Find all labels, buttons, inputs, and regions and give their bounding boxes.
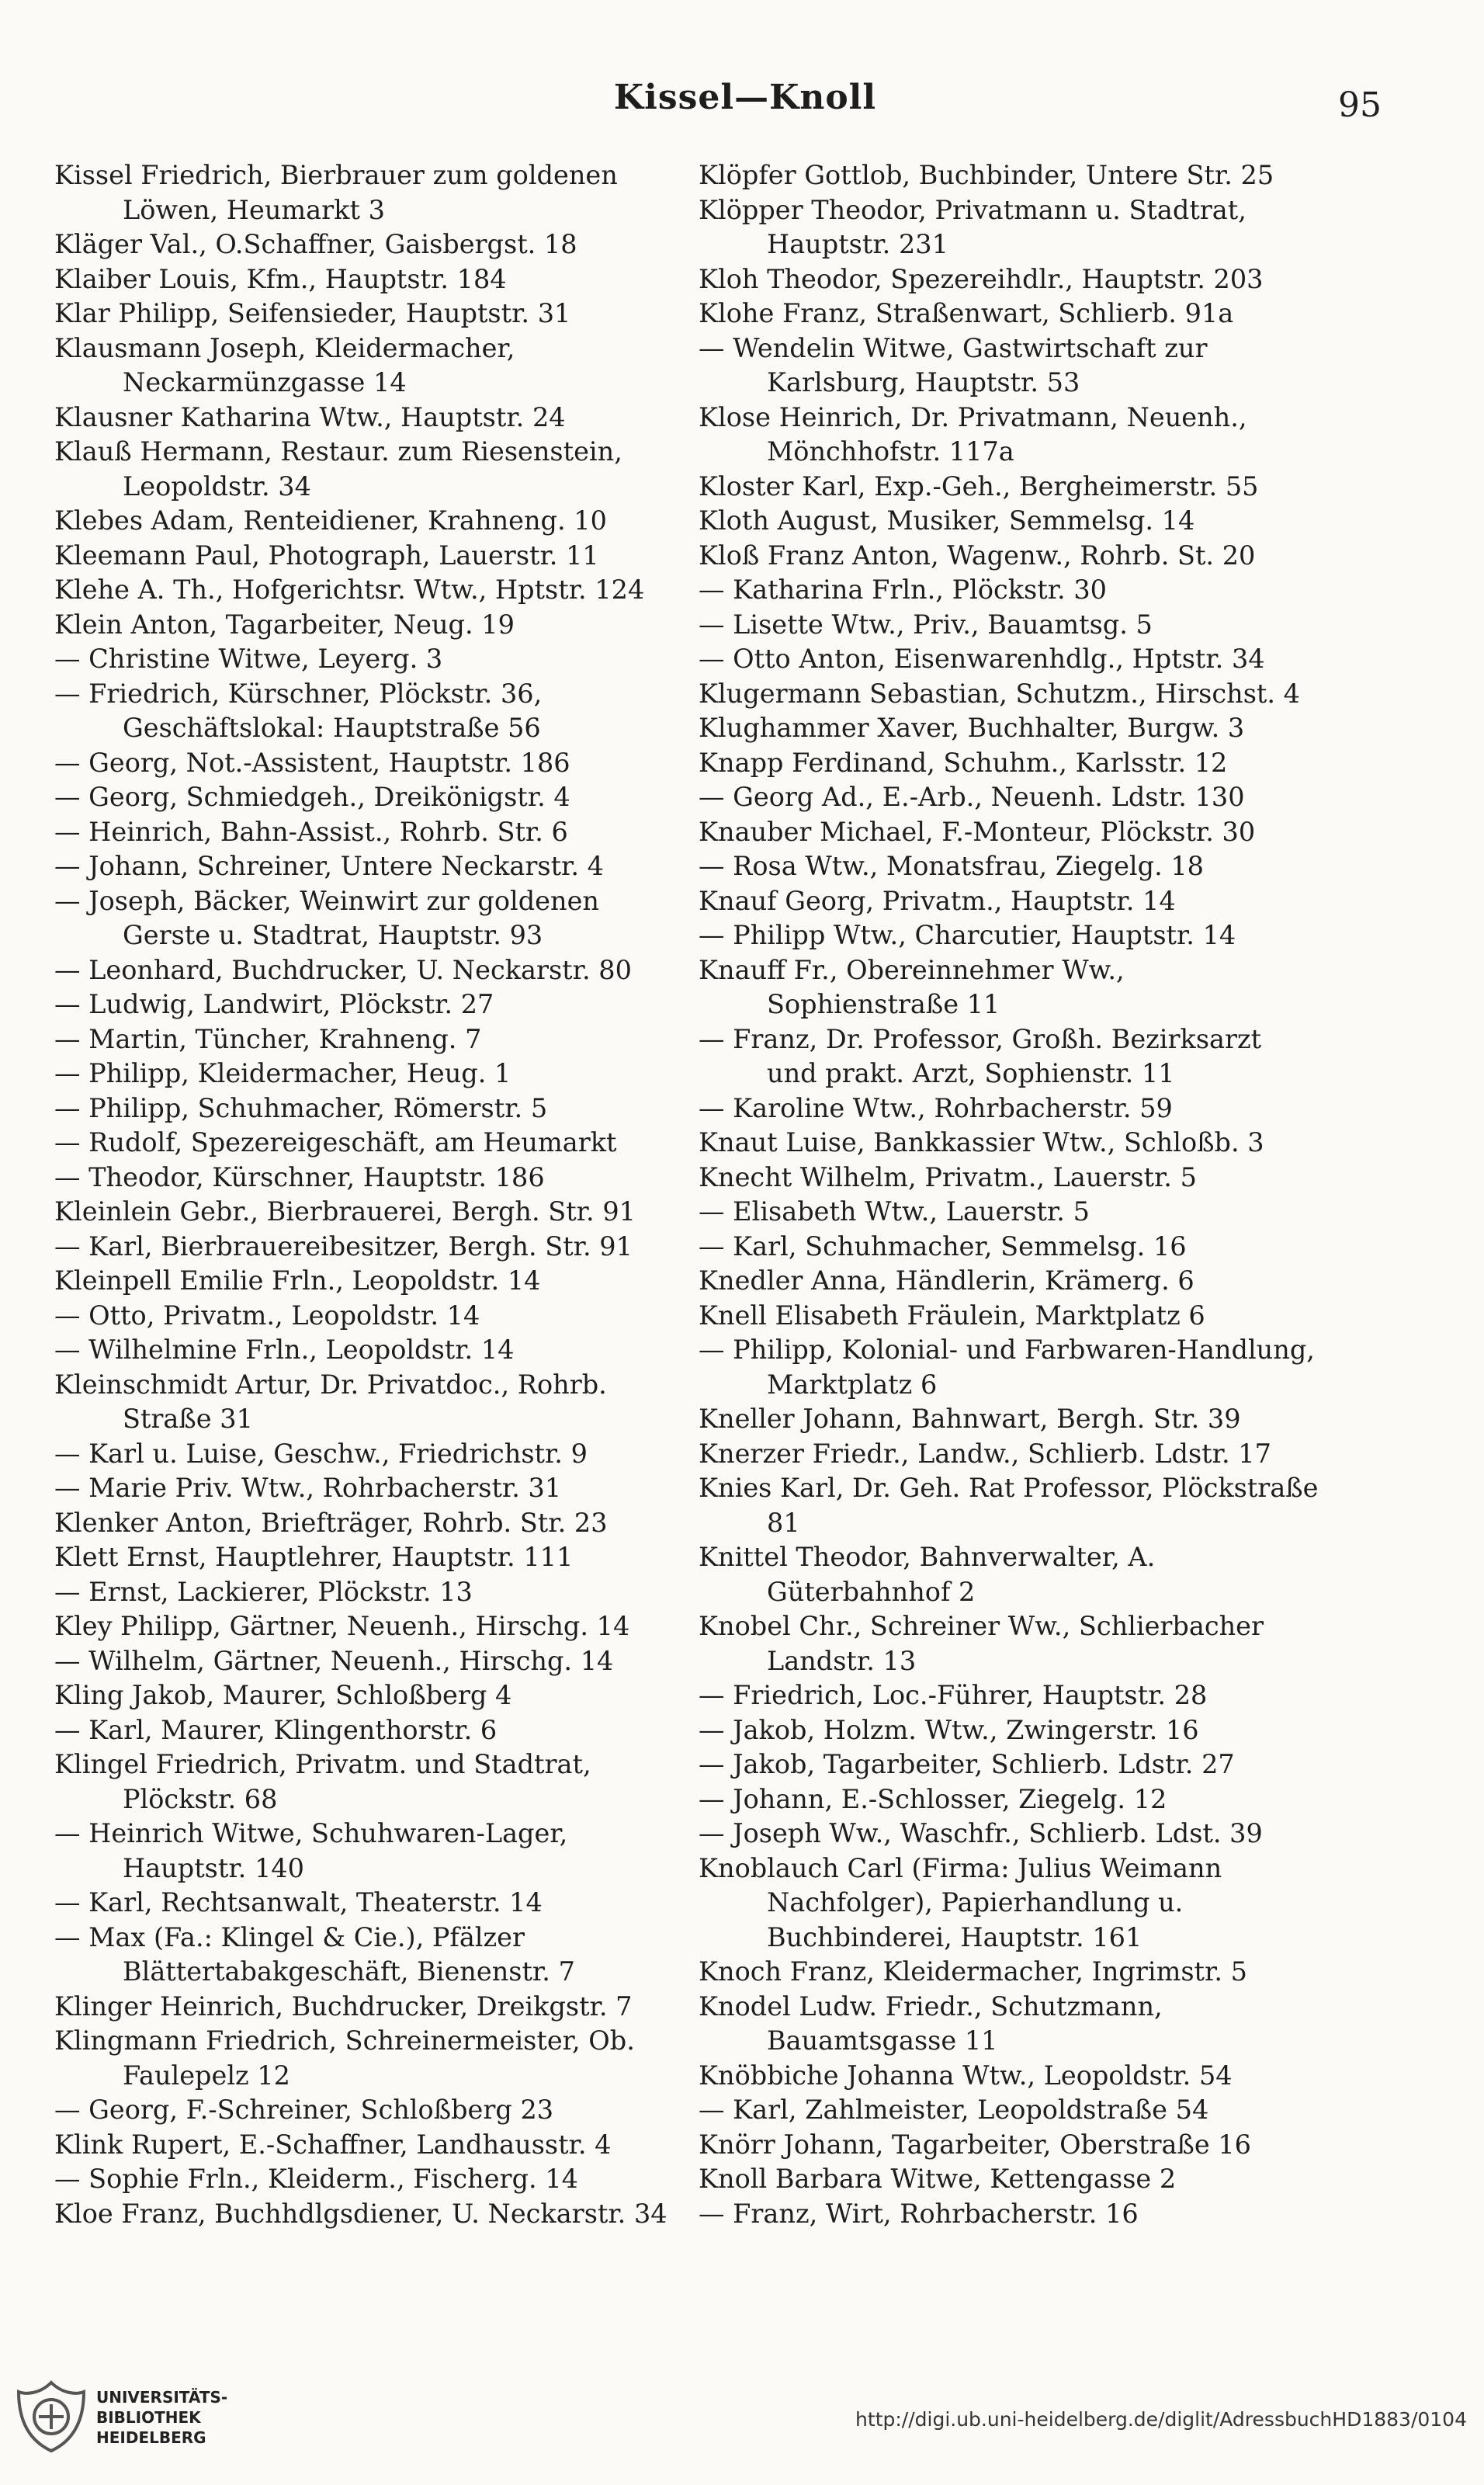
directory-entry: — Georg, F.-Schreiner, Schloßberg 23 — [54, 2095, 554, 2125]
directory-entry: — Heinrich, Bahn-Assist., Rohrb. Str. 6 — [54, 816, 568, 847]
directory-entry: Kläger Val., O.Schaffner, Gaisbergst. 18 — [54, 229, 577, 259]
directory-entry: — Katharina Frln., Plöckstr. 30 — [699, 574, 1107, 605]
directory-entry: — Rudolf, Spezereigeschäft, am Heumarkt — [54, 1127, 617, 1157]
directory-entry: Knöbbiche Johanna Wtw., Leopoldstr. 54 — [699, 2060, 1233, 2091]
directory-entry: — Karl, Rechtsanwalt, Theaterstr. 14 — [54, 1887, 543, 1918]
directory-entry: — Otto Anton, Eisenwarenhdlg., Hptstr. 34 — [699, 644, 1265, 674]
directory-entry: Kneller Johann, Bahnwart, Bergh. Str. 39 — [699, 1404, 1241, 1434]
directory-entry: — Rosa Wtw., Monatsfrau, Ziegelg. 18 — [699, 851, 1204, 881]
directory-entry: Klett Ernst, Hauptlehrer, Hauptstr. 111 — [54, 1542, 574, 1572]
directory-entry: Klausner Katharina Wtw., Hauptstr. 24 — [54, 401, 566, 432]
directory-entry: Klink Rupert, E.-Schaffner, Landhausstr. 4 — [54, 2129, 612, 2160]
directory-entry: Knell Elisabeth Fräulein, Marktplatz 6 — [699, 1300, 1205, 1331]
directory-entry: Kleinpell Emilie Frln., Leopoldstr. 14 — [54, 1265, 541, 1296]
directory-entry: — Christine Witwe, Leyerg. 3 — [54, 644, 443, 674]
directory-entry: — Philipp, Schuhmacher, Römerstr. 5 — [54, 1092, 548, 1123]
directory-entry: — Wilhelmine Frln., Leopoldstr. 14 — [54, 1334, 515, 1365]
directory-entry: — Wendelin Witwe, Gastwirtschaft zur Karlsburg, Hauptstr. 53 — [699, 332, 1208, 397]
directory-entry: Klehe A. Th., Hofgerichtsr. Wtw., Hptstr. 124 — [54, 574, 645, 605]
directory-entry: — Heinrich Witwe, Schuhwaren-Lager, Hauptstr. 140 — [54, 1818, 568, 1883]
directory-entry: Kley Philipp, Gärtner, Neuenh., Hirschg. 14 — [54, 1611, 630, 1641]
directory-entry: Klingel Friedrich, Privatm. und Stadtrat, Plöckstr. 68 — [54, 1749, 591, 1814]
directory-entry: Klar Philipp, Seifensieder, Hauptstr. 31 — [54, 298, 571, 328]
directory-entry: — Friedrich, Loc.-Führer, Hauptstr. 28 — [699, 1680, 1208, 1710]
directory-entry: Klenker Anton, Briefträger, Rohrb. Str. 23 — [54, 1507, 608, 1538]
directory-entry: — Johann, E.-Schlosser, Ziegelg. 12 — [699, 1783, 1167, 1814]
directory-entry: Knecht Wilhelm, Privatm., Lauerstr. 5 — [699, 1161, 1197, 1192]
directory-entry: Klebes Adam, Renteidiener, Krahneng. 10 — [54, 505, 607, 536]
directory-entry: — Elisabeth Wtw., Lauerstr. 5 — [699, 1196, 1090, 1227]
directory-entry: Kloß Franz Anton, Wagenw., Rohrb. St. 20 — [699, 540, 1256, 571]
directory-entry: Klinger Heinrich, Buchdrucker, Dreikgstr. 7 — [54, 1990, 633, 2022]
directory-entry: Knapp Ferdinand, Schuhm., Karlsstr. 12 — [699, 747, 1228, 778]
directory-entry: — Karoline Wtw., Rohrbacherstr. 59 — [699, 1092, 1173, 1123]
directory-entry: — Marie Priv. Wtw., Rohrbacherstr. 31 — [54, 1473, 562, 1503]
directory-entry: — Joseph Ww., Waschfr., Schlierb. Ldst. 39 — [699, 1818, 1263, 1848]
directory-entry: Kloh Theodor, Spezereihdlr., Hauptstr. 203 — [699, 263, 1264, 294]
directory-entry: — Philipp, Kleidermacher, Heug. 1 — [54, 1058, 511, 1088]
directory-entry: Knies Karl, Dr. Geh. Rat Professor, Plöckstraße 81 — [699, 1473, 1319, 1538]
directory-entry: Kissel Friedrich, Bierbrauer zum goldenen Löwen, Heumarkt 3 — [54, 160, 618, 225]
directory-entry: — Ludwig, Landwirt, Plöckstr. 27 — [54, 989, 494, 1019]
directory-entry: — Philipp Wtw., Charcutier, Hauptstr. 14 — [699, 920, 1236, 950]
directory-entry: Kling Jakob, Maurer, Schloßberg 4 — [54, 1680, 512, 1710]
directory-entry: Klingmann Friedrich, Schreinermeister, Ob. Faulepelz 12 — [54, 2025, 635, 2091]
directory-entry: Knittel Theodor, Bahnverwalter, A. Güterbahnhof 2 — [699, 1542, 1156, 1607]
directory-entry: Klugermann Sebastian, Schutzm., Hirschst. 4 — [699, 678, 1300, 709]
directory-entry: — Karl, Bierbrauereibesitzer, Bergh. Str. 91 — [54, 1230, 633, 1262]
directory-entry: Knaut Luise, Bankkassier Wtw., Schloßb. 3 — [699, 1127, 1264, 1157]
directory-entry: Kloster Karl, Exp.-Geh., Bergheimerstr. 55 — [699, 470, 1259, 502]
directory-entry: Klein Anton, Tagarbeiter, Neug. 19 — [54, 609, 515, 640]
directory-entry: Knedler Anna, Händlerin, Krämerg. 6 — [699, 1265, 1194, 1296]
directory-entry: Klausmann Joseph, Kleidermacher, Neckarmünzgasse 14 — [54, 332, 515, 397]
library-name-line: BIBLIOTHEK — [96, 2408, 201, 2427]
directory-entry: — Jakob, Holzm. Wtw., Zwingerstr. 16 — [699, 1714, 1199, 1745]
directory-entry: Klose Heinrich, Dr. Privatmann, Neuenh., Mönchhofstr. 117a — [699, 401, 1247, 467]
directory-entry: — Georg Ad., E.-Arb., Neuenh. Ldstr. 130 — [699, 782, 1245, 812]
directory-entry: — Max (Fa.: Klingel & Cie.), Pfälzer Blättertabakgeschäft, Bienenstr. 7 — [54, 1921, 575, 1987]
directory-entry: — Jakob, Tagarbeiter, Schlierb. Ldstr. 27 — [699, 1749, 1235, 1779]
directory-entry: Kloth August, Musiker, Semmelsg. 14 — [699, 505, 1195, 536]
directory-entry: — Wilhelm, Gärtner, Neuenh., Hirschg. 14 — [54, 1645, 614, 1676]
directory-entry: Knörr Johann, Tagarbeiter, Oberstraße 16 — [699, 2129, 1251, 2160]
directory-entry: — Friedrich, Kürschner, Plöckstr. 36, Geschäftslokal: Hauptstraße 56 — [54, 678, 543, 743]
source-url-link[interactable]: http://digi.ub.uni-heidelberg.de/diglit/AdressbuchHD1883/0104 — [855, 2408, 1467, 2431]
directory-entry: Knoll Barbara Witwe, Kettengasse 2 — [699, 2164, 1177, 2194]
directory-entry: — Ernst, Lackierer, Plöckstr. 13 — [54, 1576, 473, 1607]
directory-entry: Knauf Georg, Privatm., Hauptstr. 14 — [699, 885, 1176, 916]
directory-entry: — Georg, Schmiedgeh., Dreikönigstr. 4 — [54, 782, 570, 812]
directory-entry: Klughammer Xaver, Buchhalter, Burgw. 3 — [699, 713, 1245, 743]
library-logo[interactable] — [16, 2379, 342, 2465]
directory-entry: Knodel Ludw. Friedr., Schutzmann, Bauamtsgasse 11 — [699, 1990, 1163, 2056]
directory-entry: — Franz, Dr. Professor, Großh. Bezirksarzt und prakt. Arzt, Sophienstr. 11 — [699, 1023, 1262, 1088]
directory-entry: Klöpper Theodor, Privatmann u. Stadtrat, Hauptstr. 231 — [699, 194, 1246, 259]
directory-entry: Knoch Franz, Kleidermacher, Ingrimstr. 5 — [699, 1956, 1247, 1987]
directory-entry: Kloe Franz, Buchhdlgsdiener, U. Neckarstr. 34 — [54, 2198, 667, 2229]
library-name-line: HEIDELBERG — [96, 2428, 206, 2447]
directory-entry: — Otto, Privatm., Leopoldstr. 14 — [54, 1300, 480, 1331]
page-number: 95 — [1338, 85, 1382, 125]
directory-entry: Klöpfer Gottlob, Buchbinder, Untere Str. 25 — [699, 160, 1274, 190]
directory-entry: — Martin, Tüncher, Krahneng. 7 — [54, 1023, 482, 1054]
directory-entry: Klaiber Louis, Kfm., Hauptstr. 184 — [54, 263, 507, 294]
directory-entry: Kleinschmidt Artur, Dr. Privatdoc., Rohrb. Straße 31 — [54, 1369, 607, 1434]
library-emblem-icon — [16, 2379, 87, 2454]
library-name-line: UNIVERSITÄTS- — [96, 2388, 228, 2407]
directory-entry: Knerzer Friedr., Landw., Schlierb. Ldstr. 17 — [699, 1438, 1271, 1469]
directory-entry: — Johann, Schreiner, Untere Neckarstr. 4 — [54, 851, 604, 881]
directory-entry: Knauff Fr., Obereinnehmer Ww., Sophienstraße 11 — [699, 954, 1125, 1019]
directory-entry: — Karl, Zahlmeister, Leopoldstraße 54 — [699, 2095, 1209, 2125]
directory-entry: Klauß Hermann, Restaur. zum Riesenstein, Leopoldstr. 34 — [54, 436, 622, 502]
directory-entry: — Karl, Schuhmacher, Semmelsg. 16 — [699, 1230, 1187, 1262]
page-header-title: Kissel—Knoll — [613, 78, 877, 117]
left-column — [54, 158, 675, 2231]
directory-entry: Kleinlein Gebr., Bierbrauerei, Bergh. Str. 91 — [54, 1196, 636, 1227]
directory-entry: — Georg, Not.-Assistent, Hauptstr. 186 — [54, 747, 570, 778]
directory-entry: Klohe Franz, Straßenwart, Schlierb. 91a — [699, 298, 1234, 328]
right-column — [699, 158, 1319, 2231]
directory-entry: — Philipp, Kolonial- und Farbwaren-Handlung, Marktplatz 6 — [699, 1334, 1315, 1400]
directory-entry: — Karl, Maurer, Klingenthorstr. 6 — [54, 1714, 498, 1745]
directory-entry: — Theodor, Kürschner, Hauptstr. 186 — [54, 1161, 545, 1192]
directory-entry: — Lisette Wtw., Priv., Bauamtsg. 5 — [699, 609, 1153, 640]
directory-entry: — Karl u. Luise, Geschw., Friedrichstr. 9 — [54, 1438, 588, 1469]
directory-entry: Kleemann Paul, Photograph, Lauerstr. 11 — [54, 540, 599, 571]
directory-entry: Knauber Michael, F.-Monteur, Plöckstr. 30 — [699, 816, 1256, 847]
directory-entry: — Sophie Frln., Kleiderm., Fischerg. 14 — [54, 2164, 578, 2194]
directory-entry: — Leonhard, Buchdrucker, U. Neckarstr. 80 — [54, 954, 632, 985]
directory-entry: Knoblauch Carl (Firma: Julius Weimann Nachfolger), Papierhandlung u. Buchbinderei, Hauptstr. 161 — [699, 1852, 1222, 1952]
directory-entry: — Franz, Wirt, Rohrbacherstr. 16 — [699, 2198, 1139, 2229]
directory-entry: Knobel Chr., Schreiner Ww., Schlierbacher Landstr. 13 — [699, 1611, 1264, 1676]
directory-entry: — Joseph, Bäcker, Weinwirt zur goldenen Gerste u. Stadtrat, Hauptstr. 93 — [54, 885, 599, 950]
